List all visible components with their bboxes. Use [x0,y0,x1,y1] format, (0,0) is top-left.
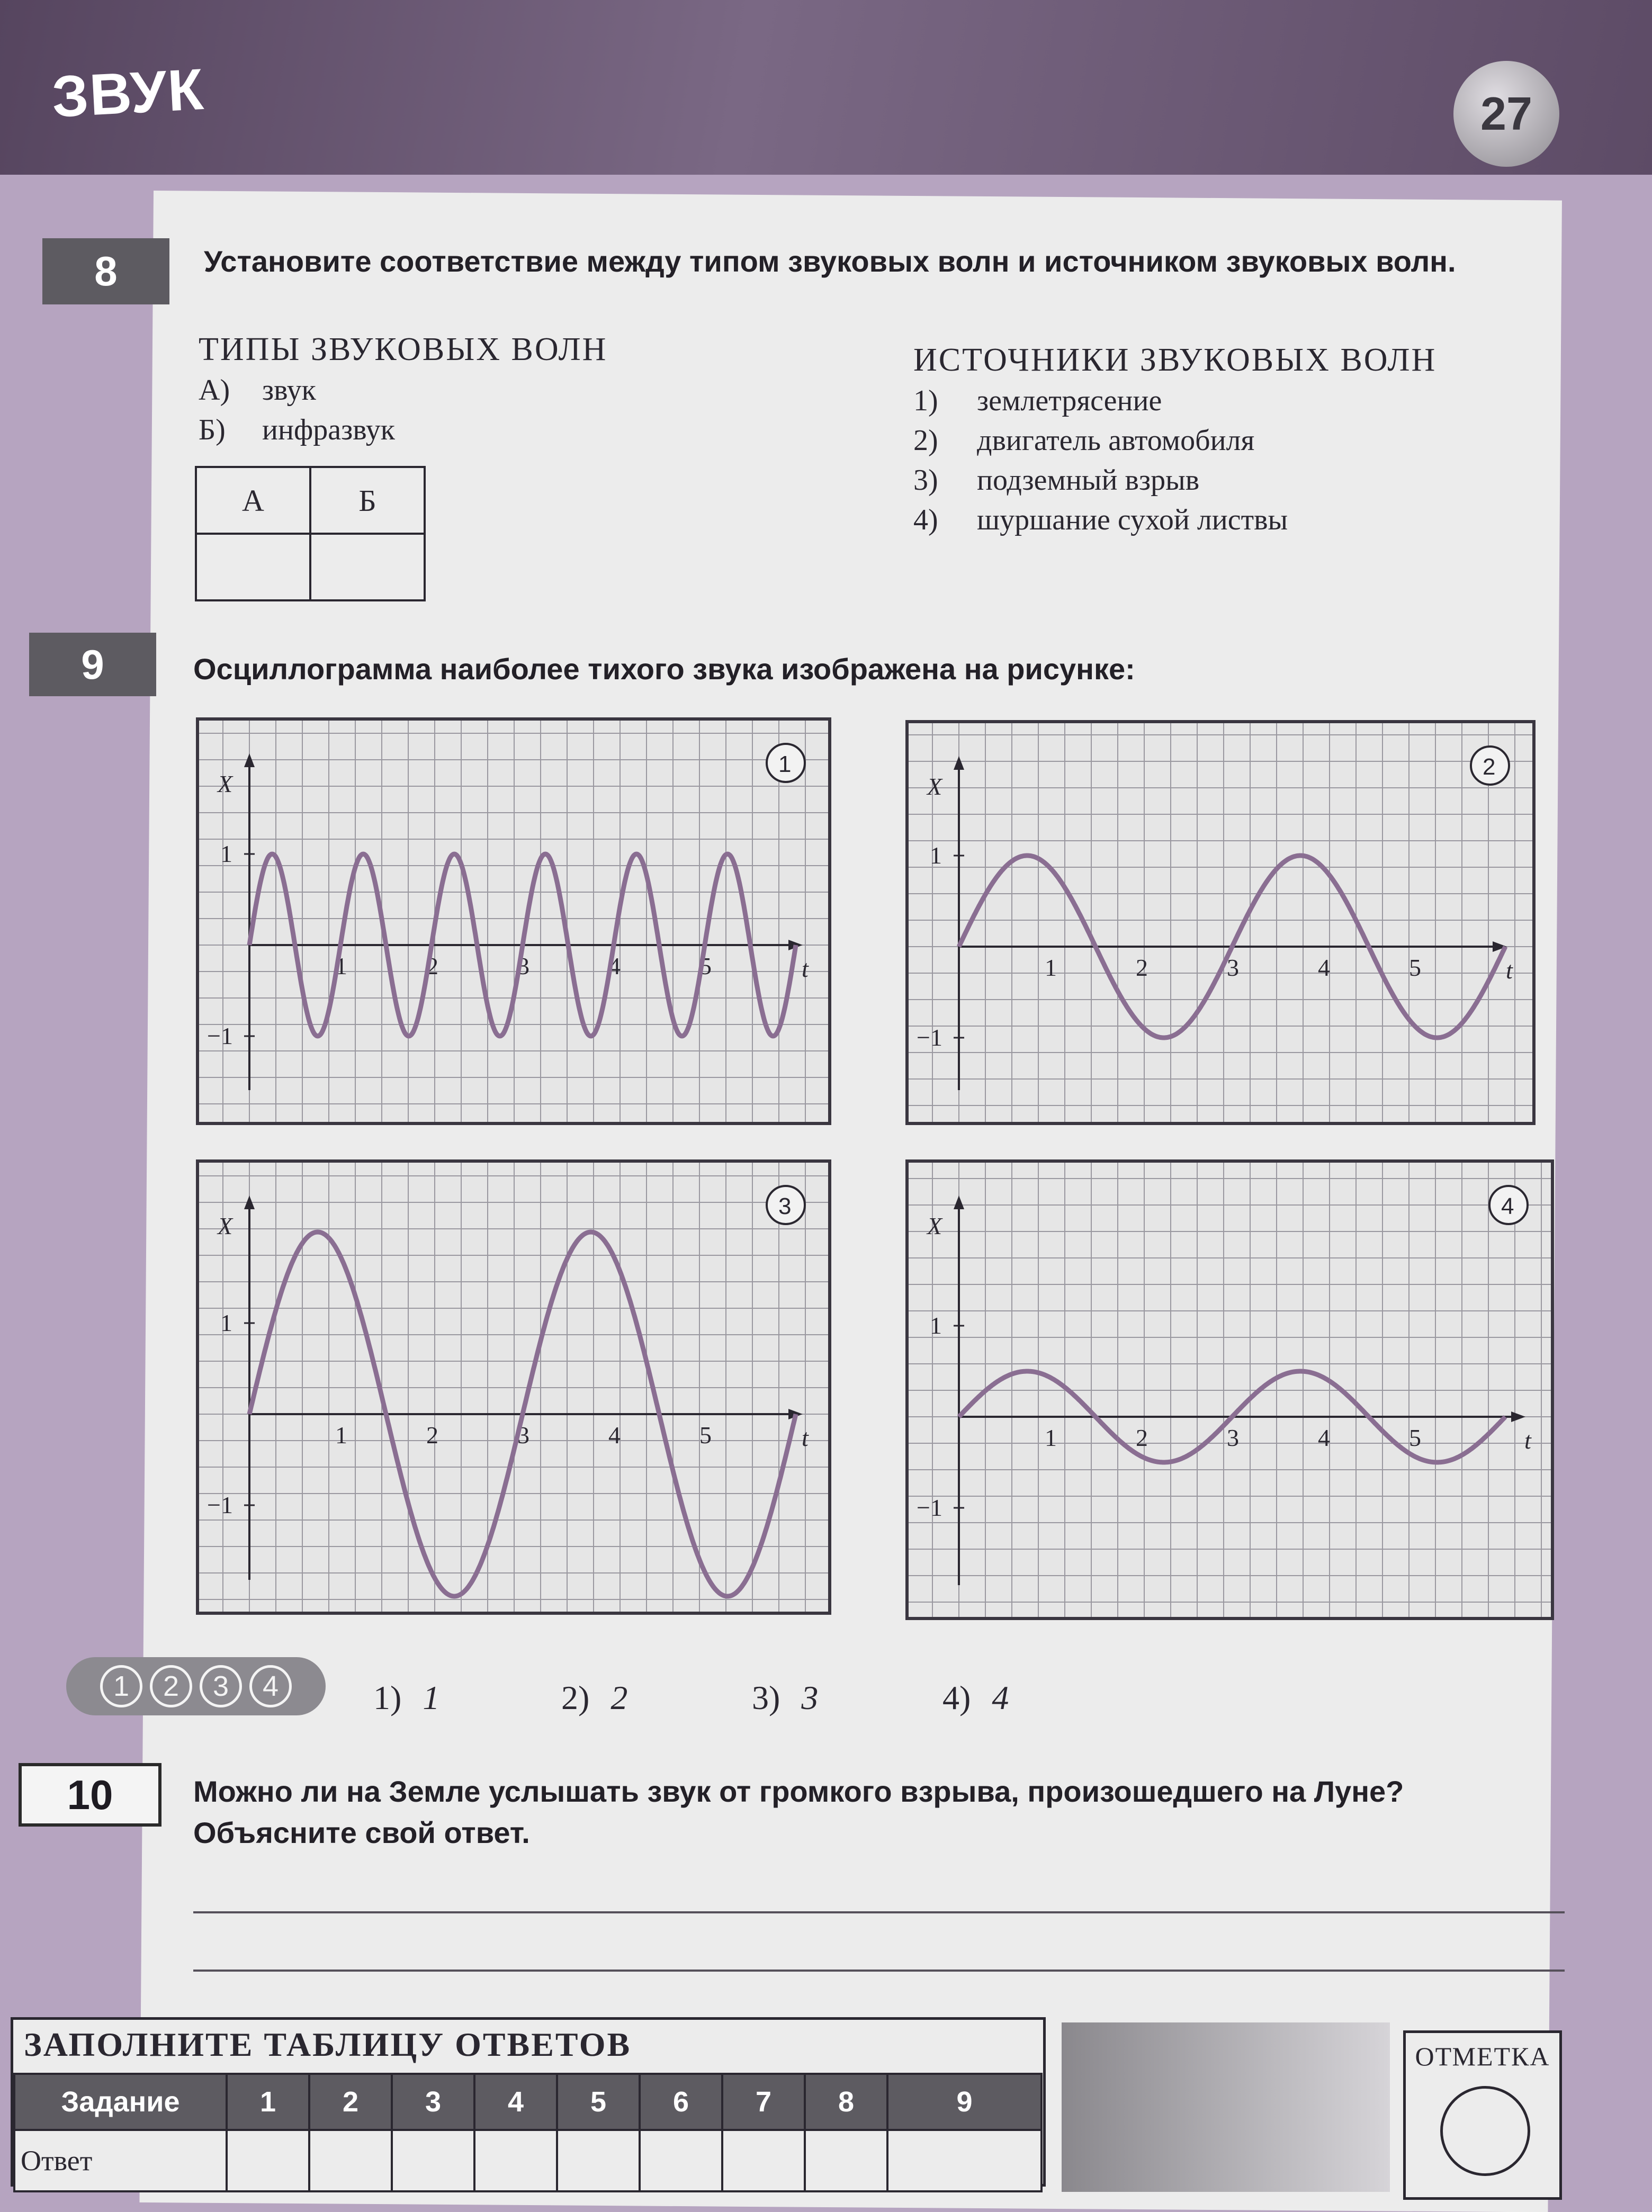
x-tick-label: 5 [699,952,712,979]
grade-circle[interactable] [1440,2086,1530,2176]
y-axis-arrow [954,756,964,770]
task-9-number: 9 [29,633,156,696]
option-1[interactable]: 1) 1 [373,1679,440,1716]
wave-type-item: Б) инфразвук [199,413,395,446]
grade-box [1403,2030,1562,2200]
answer-line[interactable] [193,1970,1565,1972]
answer-header-b: Б [310,467,425,534]
column-header: 1 [227,2074,309,2130]
answer-table-box [11,2017,1046,2187]
grade-label: ОТМЕТКА [1415,2042,1550,2071]
wave-type-item: А) звук [199,374,316,407]
wave-source-item: 3) подземный взрыв [913,464,1200,497]
answer-cell[interactable] [557,2130,640,2191]
x-tick-label: 4 [1318,954,1330,981]
figure-number: 2 [1483,754,1496,780]
column-header: 7 [722,2074,805,2130]
x-tick-label: 1 [1045,954,1057,981]
x-axis-label: t [802,955,809,982]
pill-digit: 4 [249,1665,292,1707]
x-axis-label: t [802,1424,809,1451]
x-tick-label: 2 [1136,954,1148,981]
answer-cell[interactable] [474,2130,557,2191]
oscillogram-4[interactable] [905,1159,1554,1620]
pill-digit: 2 [150,1665,192,1707]
oscillogram-4-plot [909,1163,1551,1617]
x-tick-label: 4 [608,952,621,979]
answer-cell[interactable] [309,2130,392,2191]
answer-table [13,2073,1043,2192]
x-tick-label: 5 [1409,954,1421,981]
x-tick-label: 1 [1045,1424,1057,1451]
answer-cell[interactable] [722,2130,805,2191]
task-10-question: Можно ли на Земле услышать звук от громкого взрыва, произошедшего на Луне? Объясните свой ответ. [193,1775,1404,1849]
answer-cell-a[interactable] [196,534,310,600]
x-tick-label: 3 [1227,954,1239,981]
section-title: ЗВУК [50,56,206,130]
page-number-badge: 27 [1453,61,1559,167]
option-3[interactable]: 3) 3 [752,1679,819,1716]
column-header: 5 [557,2074,640,2130]
x-tick-label: 4 [1318,1424,1330,1451]
answer-table-title: ЗАПОЛНИТЕ ТАБЛИЦУ ОТВЕТОВ [24,2026,632,2063]
wave-source-item: 1) землетрясение [913,384,1162,417]
x-tick-label: 5 [1409,1424,1421,1451]
wave-source-item: 2) двигатель автомобиля [913,424,1255,457]
pill-digit: 1 [100,1665,142,1707]
x-axis-label: t [1506,957,1513,984]
answer-cell[interactable] [805,2130,887,2191]
column-header: 4 [474,2074,557,2130]
x-tick-label: 5 [699,1422,712,1449]
answer-cell[interactable] [887,2130,1042,2191]
y-axis-arrow [954,1195,964,1209]
oscillogram-1[interactable] [196,717,831,1125]
answer-row-label: Ответ [14,2130,227,2191]
x-axis-arrow [1511,1411,1525,1422]
y-tick-label: 1 [930,842,942,869]
wave-sources-heading: ИСТОЧНИКИ ЗВУКОВЫХ ВОЛН [913,342,1437,378]
column-header: 6 [640,2074,722,2130]
task-10-number: 10 [19,1763,161,1827]
column-header: 8 [805,2074,887,2130]
wave-types-heading: ТИПЫ ЗВУКОВЫХ ВОЛН [199,331,608,367]
answer-choice-pill [66,1657,326,1715]
answer-cell[interactable] [392,2130,474,2191]
task-8-answer-grid [195,466,426,601]
pill-digit: 3 [200,1665,242,1707]
header-band [0,0,1652,175]
oscillogram-3-plot [199,1163,828,1612]
column-header: 2 [309,2074,392,2130]
oscillogram-2[interactable] [905,720,1536,1125]
task-8-number: 8 [42,238,169,304]
x-tick-label: 4 [608,1422,621,1449]
answer-cell[interactable] [227,2130,309,2191]
task-9-question: Осциллограмма наиболее тихого звука изображена на рисунке: [193,652,1135,686]
x-tick-label: 3 [1227,1424,1239,1451]
answer-line[interactable] [193,1911,1565,1913]
x-tick-label: 1 [335,952,347,979]
x-tick-label: 3 [517,952,529,979]
task-8-question: Установите соответствие между типом звуковых волн и источником звуковых волн. [204,245,1456,278]
option-4[interactable]: 4) 4 [942,1679,1009,1716]
answer-header-a: А [196,467,310,534]
y-axis-label: X [927,773,942,800]
x-axis-label: t [1524,1427,1531,1454]
y-axis-label: X [218,1212,233,1239]
option-2[interactable]: 2) 2 [561,1679,628,1716]
figure-number: 4 [1501,1193,1514,1219]
x-tick-label: 3 [517,1422,529,1449]
x-tick-label: 1 [335,1422,347,1449]
y-tick-label: −1 [917,1024,942,1051]
figure-number: 1 [778,751,792,777]
y-tick-label: 1 [930,1312,942,1339]
oscillogram-2-plot [909,723,1532,1122]
answer-cell[interactable] [640,2130,722,2191]
wave-source-item: 4) шуршание сухой листвы [913,503,1288,536]
y-tick-label: −1 [207,1022,233,1049]
oscillogram-3[interactable] [196,1159,831,1615]
gray-decorative-block [1062,2022,1390,2192]
column-header: 3 [392,2074,474,2130]
column-header: 9 [887,2074,1042,2130]
y-tick-label: 1 [220,840,232,867]
x-tick-label: 2 [426,952,438,979]
oscillogram-1-plot [199,721,828,1122]
y-axis-label: X [218,770,233,797]
x-tick-label: 2 [1136,1424,1148,1451]
y-tick-label: 1 [220,1309,232,1336]
y-tick-label: −1 [207,1491,233,1518]
figure-number: 3 [778,1193,792,1219]
x-tick-label: 2 [426,1422,438,1449]
answer-cell-b[interactable] [310,534,425,600]
y-tick-label: −1 [917,1494,942,1521]
task-row-label: Задание [14,2074,227,2130]
y-axis-label: X [927,1212,942,1239]
